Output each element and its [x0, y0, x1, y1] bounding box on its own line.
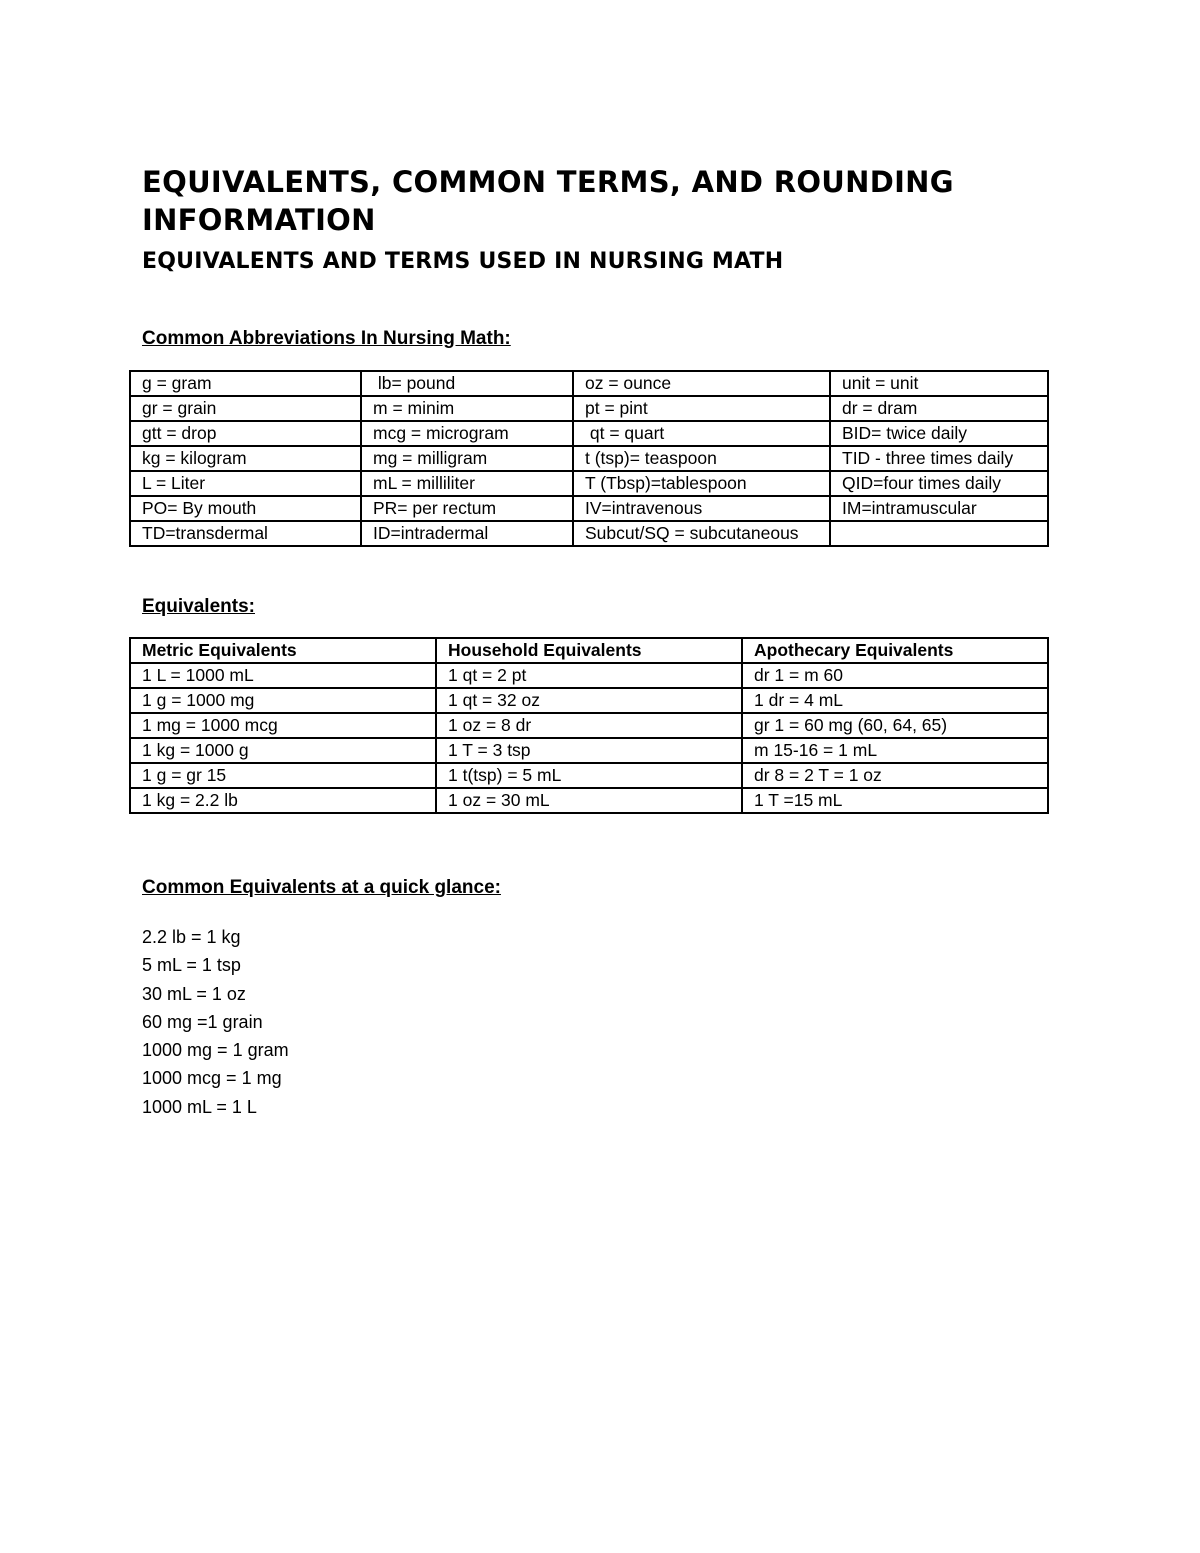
table-cell: dr 1 = m 60 — [742, 663, 1048, 688]
document-subtitle: EQUIVALENTS AND TERMS USED IN NURSING MATH — [142, 249, 784, 274]
table-cell: PR= per rectum — [361, 496, 573, 521]
table-row — [130, 688, 1048, 713]
table-row — [130, 521, 1048, 546]
table-row — [130, 496, 1048, 521]
list-item: 60 mg =1 grain — [142, 1011, 263, 1032]
table-cell — [830, 521, 1048, 546]
list-item: 5 mL = 1 tsp — [142, 955, 241, 976]
table-cell: m 15-16 = 1 mL — [742, 738, 1048, 763]
abbreviations-table — [129, 370, 1049, 547]
table-cell: T (Tbsp)=tablespoon — [573, 471, 830, 496]
list-item: 1000 mL = 1 L — [142, 1096, 257, 1117]
table-row — [130, 713, 1048, 738]
quick-glance-list — [142, 923, 289, 1121]
table-cell: 1 t(tsp) = 5 mL — [436, 763, 742, 788]
table-cell: dr 8 = 2 T = 1 oz — [742, 763, 1048, 788]
table-cell: TD=transdermal — [130, 521, 361, 546]
table-row — [130, 446, 1048, 471]
table-cell: 1 dr = 4 mL — [742, 688, 1048, 713]
table-cell: dr = dram — [830, 396, 1048, 421]
table-row — [130, 663, 1048, 688]
table-row — [130, 471, 1048, 496]
abbreviations-heading: Common Abbreviations In Nursing Math: — [142, 328, 511, 349]
table-cell: mL = milliliter — [361, 471, 573, 496]
table-cell: 1 L = 1000 mL — [130, 663, 436, 688]
table-cell: 1 kg = 1000 g — [130, 738, 436, 763]
table-cell: TID - three times daily — [830, 446, 1048, 471]
table-row — [130, 421, 1048, 446]
table-header-row — [130, 638, 1048, 663]
column-header: Metric Equivalents — [130, 638, 436, 663]
document-title: EQUIVALENTS, COMMON TERMS, AND ROUNDING INFORMATION — [142, 165, 954, 237]
table-cell: lb= pound — [361, 371, 573, 396]
quick-glance-heading: Common Equivalents at a quick glance: — [142, 877, 501, 898]
table-cell: ID=intradermal — [361, 521, 573, 546]
table-cell: 1 mg = 1000 mcg — [130, 713, 436, 738]
table-cell: 1 kg = 2.2 lb — [130, 788, 436, 813]
table-cell: m = minim — [361, 396, 573, 421]
table-cell: 1 T = 3 tsp — [436, 738, 742, 763]
table-row — [130, 763, 1048, 788]
column-header: Household Equivalents — [436, 638, 742, 663]
table-cell: IV=intravenous — [573, 496, 830, 521]
table-row — [130, 371, 1048, 396]
table-cell: 1 oz = 8 dr — [436, 713, 742, 738]
table-cell: qt = quart — [573, 421, 830, 446]
table-cell: pt = pint — [573, 396, 830, 421]
table-row — [130, 788, 1048, 813]
table-row — [130, 738, 1048, 763]
list-item: 1000 mcg = 1 mg — [142, 1068, 282, 1089]
table-cell: 1 qt = 32 oz — [436, 688, 742, 713]
table-cell: 1 qt = 2 pt — [436, 663, 742, 688]
table-cell: 1 g = gr 15 — [130, 763, 436, 788]
table-cell: 1 oz = 30 mL — [436, 788, 742, 813]
table-cell: Subcut/SQ = subcutaneous — [573, 521, 830, 546]
list-item: 1000 mg = 1 gram — [142, 1040, 289, 1061]
table-cell: t (tsp)= teaspoon — [573, 446, 830, 471]
table-cell: unit = unit — [830, 371, 1048, 396]
table-cell: gr 1 = 60 mg (60, 64, 65) — [742, 713, 1048, 738]
table-cell: IM=intramuscular — [830, 496, 1048, 521]
table-cell: 1 T =15 mL — [742, 788, 1048, 813]
table-cell: g = gram — [130, 371, 361, 396]
table-cell: PO= By mouth — [130, 496, 361, 521]
equivalents-table — [129, 637, 1049, 814]
list-item: 2.2 lb = 1 kg — [142, 927, 241, 947]
table-cell: 1 g = 1000 mg — [130, 688, 436, 713]
table-cell: gtt = drop — [130, 421, 361, 446]
table-cell: QID=four times daily — [830, 471, 1048, 496]
table-row — [130, 396, 1048, 421]
equivalents-heading: Equivalents: — [142, 596, 255, 617]
table-cell: BID= twice daily — [830, 421, 1048, 446]
table-cell: mg = milligram — [361, 446, 573, 471]
table-cell: oz = ounce — [573, 371, 830, 396]
table-cell: kg = kilogram — [130, 446, 361, 471]
table-cell: mcg = microgram — [361, 421, 573, 446]
column-header: Apothecary Equivalents — [742, 638, 1048, 663]
table-cell: gr = grain — [130, 396, 361, 421]
table-cell: L = Liter — [130, 471, 361, 496]
list-item: 30 mL = 1 oz — [142, 983, 246, 1004]
